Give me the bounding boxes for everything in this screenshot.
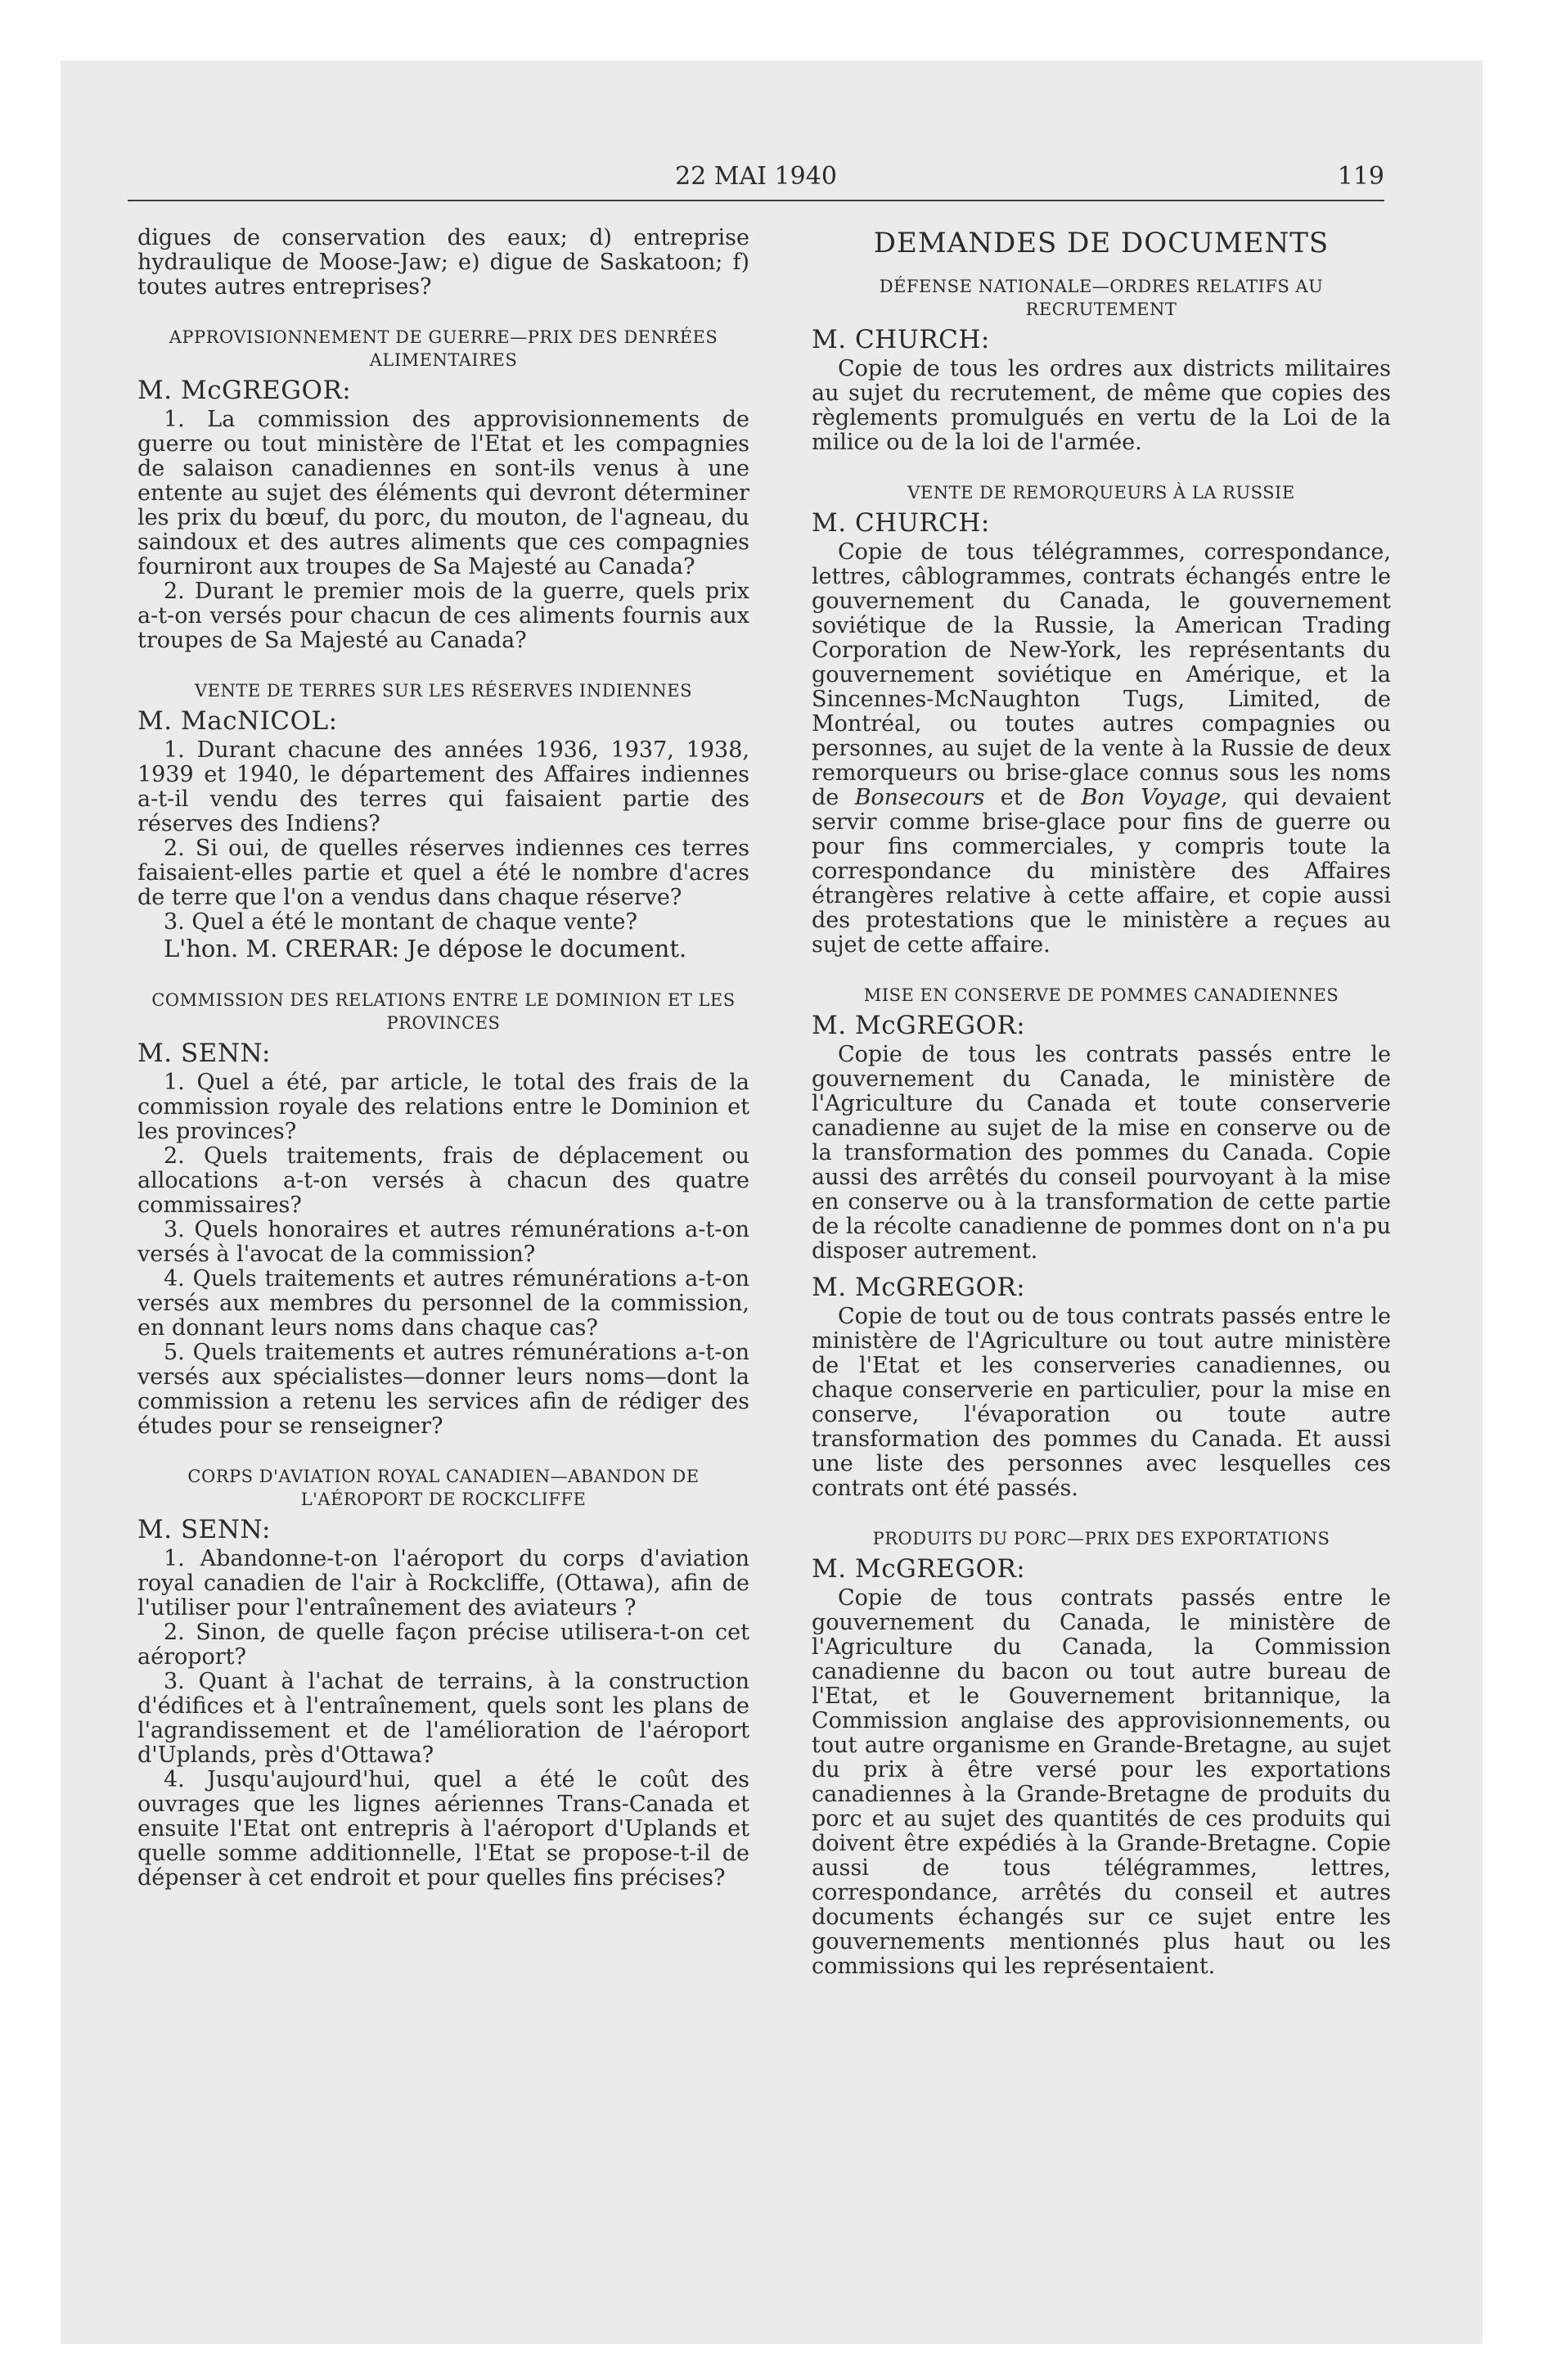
question-paragraph: 3. Quel a été le montant de chaque vente? <box>164 909 637 935</box>
motion-text: , qui devaient servir comme brise-glace pour fins de guerre ou pour fins commerciales, y compris toute la correspondance du ministère des Affaires étrangères relative à cette affaire, et copie aussi des protestations que le ministère a reçues au sujet de cette affaire. <box>812 785 1391 958</box>
question-paragraph: 2. Sinon, de quelle façon précise utilisera-t-on cet aéroport? <box>137 1620 749 1670</box>
page-number: 119 <box>1337 162 1384 191</box>
section-heading-war-supplies: APPROVISIONNEMENT DE GUERRE—PRIX DES DENRÉES ALIMENTAIRES <box>169 327 718 370</box>
section-heading-recruitment: DÉFENSE NATIONALE—ORDRES RELATIFS AU RECRUTEMENT <box>879 277 1324 319</box>
question-paragraph: 1. Durant chacune des années 1936, 1937, 1938, 1939 et 1940, le département des Affaires indiennes a-t-il vendu des terres qui faisaient partie des réserves des Indiens? <box>137 737 749 836</box>
section-title-documents: DEMANDES DE DOCUMENTS <box>873 227 1330 259</box>
speaker-name: M. SENN: <box>137 1515 271 1544</box>
motion-text: et de <box>1000 785 1066 810</box>
header-rule <box>128 200 1384 201</box>
motion-paragraph: Copie de tous contrats passés entre le gouvernement du Canada, le ministère de l'Agriculture du Canada, la Commission canadienne du bacon ou tout autre bureau de l'Etat, et le Gouvernement britannique, la Commission anglaise des approvisionnements, ou tout autre organisme en Grande-Bretagne, au sujet du prix à être versé pour les exportations canadiennes à la Grande-Bretagne de produits du porc et au sujet des quantités de ces produits qui doivent être expédiés à la Grande-Bretagne. Copie aussi de tous télégrammes, lettres, correspondance, arrêtés du conseil et autres documents échangés sur ce sujet entre les gouvernements mentionnés plus haut ou les commissions qui les représentaient. <box>812 1585 1391 1979</box>
question-paragraph: 2. Si oui, de quelles réserves indiennes ces terres faisaient-elles partie et quel a été le nombre d'acres de terre que l'on a vendus dans chaque réserve? <box>137 836 749 910</box>
speaker-name: M. CHURCH: <box>812 508 990 538</box>
continued-question: digues de conservation des eaux; d) entreprise hydraulique de Moose-Jaw; e) digue de Saskatoon; f) toutes autres entreprises? <box>137 225 749 300</box>
question-paragraph: 4. Jusqu'aujourd'hui, quel a été le coût des ouvrages que les lignes aériennes Trans-Canada et ensuite l'Etat ont entrepris à l'aéroport d'Uplands et quelle somme additionnelle, l'Etat se propose-t-il de dépenser à cet endroit et pour quelles fins précises? <box>137 1767 749 1891</box>
speaker-name: M. CHURCH: <box>812 325 990 354</box>
question-paragraph: 3. Quant à l'achat de terrains, à la construction d'édifices et à l'entraînement, quels sont les plans de l'agrandissement et de l'amélioration de l'aéroport d'Uplands, près d'Ottawa? <box>137 1669 749 1768</box>
question-paragraph: 2. Durant le premier mois de la guerre, quels prix a-t-on versés pour chacun de ces aliments fournis aux troupes de Sa Majesté au Canada? <box>137 579 749 653</box>
speaker-name: M. SENN: <box>137 1039 271 1068</box>
running-header <box>128 162 1384 195</box>
right-column <box>812 226 1391 1979</box>
question-paragraph: 4. Quels traitements et autres rémunérations a-t-on versés aux membres du personnel de la commission, en donnant leurs noms dans chaque cas? <box>137 1266 749 1341</box>
section-heading-tugs-russia: VENTE DE REMORQUEURS À LA RUSSIE <box>907 483 1295 503</box>
motion-paragraph <box>812 540 1391 958</box>
section-heading-apples: MISE EN CONSERVE DE POMMES CANADIENNES <box>863 985 1339 1005</box>
section-heading-dominion-provinces: COMMISSION DES RELATIONS ENTRE LE DOMINION ET LES PROVINCES <box>151 990 736 1033</box>
left-column <box>137 226 749 1891</box>
question-paragraph: 3. Quels honoraires et autres rémunérations a-t-on versés à l'avocat de la commission? <box>137 1217 749 1267</box>
question-paragraph: 1. Abandonne-t-on l'aéroport du corps d'aviation royal canadien de l'air à Rockcliffe, (Ottawa), afin de l'utiliser pour l'entraînement des aviateurs ? <box>137 1546 749 1620</box>
section-heading-indian-reserves: VENTE DE TERRES SUR LES RÉSERVES INDIENNES <box>194 681 693 701</box>
question-paragraph: 5. Quels traitements et autres rémunérations a-t-on versés aux spécialistes—donner leurs noms—dont la commission a retenu les services afin de rédiger des études pour se renseigner? <box>137 1340 749 1439</box>
question-paragraph: 1. Quel a été, par article, le total des frais de la commission royale des relations entre le Dominion et les provinces? <box>137 1070 749 1144</box>
speaker-name: M. McGREGOR: <box>812 1011 1026 1040</box>
header-date: 22 MAI 1940 <box>675 162 837 191</box>
motion-text: Copie de tous télégrammes, correspondance, lettres, câblogrammes, contrats échangés entre le gouvernement du Canada, le gouvernement soviétique de la Russie, la American Trading Corporation de New-York, les représentants du gouvernement soviétique en Amérique, et la Sincennes-McNaughton Tugs, Limited, de Montréal, ou toutes autres compagnies ou personnes, au sujet de la vente à la Russie de deux remorqueurs ou brise-glace connus sous les noms de <box>812 539 1391 810</box>
motion-paragraph: Copie de tous les ordres aux districts militaires au sujet du recrutement, de même que copies des règlements promulgués en vertu de la Loi de la milice ou de la loi de l'armée. <box>812 356 1391 455</box>
ship-name: Bonsecours <box>854 785 985 810</box>
section-heading-rockcliffe-airport: CORPS D'AVIATION ROYAL CANADIEN—ABANDON DE L'AÉROPORT DE ROCKCLIFFE <box>187 1467 700 1509</box>
reply-paragraph: L'hon. M. CRERAR: Je dépose le document. <box>164 935 687 962</box>
speaker-name: M. McGREGOR: <box>812 1554 1026 1584</box>
speaker-name: M. McGREGOR: <box>137 376 352 405</box>
motion-paragraph: Copie de tous les contrats passés entre le gouvernement du Canada, le ministère de l'Agriculture du Canada et toute conserverie canadienne au sujet de la mise en conserve ou de la transformation des pommes du Canada. Copie aussi des arrêtés du conseil pourvoyant à la mise en conserve ou à la transformation de cette partie de la récolte canadienne de pommes dont on n'a pu disposer autrement. <box>812 1042 1391 1264</box>
motion-paragraph: Copie de tout ou de tous contrats passés entre le ministère de l'Agriculture ou tout autre ministère de l'Etat et les conserveries canadiennes, ou chaque conserverie en particulier, pour la mise en conserve, l'évaporation ou toute autre transformation des pommes du Canada. Et aussi une liste des personnes avec lesquelles ces contrats ont été passés. <box>812 1304 1391 1501</box>
question-paragraph: 1. La commission des approvisionnements de guerre ou tout ministère de l'Etat et les compagnies de salaison canadiennes en sont-ils venus à une entente au sujet des éléments qui devront déterminer les prix du bœuf, du porc, du mouton, de l'agneau, du saindoux et des autres aliments que ces compagnies fourniront aux troupes de Sa Majesté au Canada? <box>137 407 749 579</box>
speaker-name: M. McGREGOR: <box>812 1273 1026 1302</box>
section-heading-pork-exports: PRODUITS DU PORC—PRIX DES EXPORTATIONS <box>872 1529 1330 1548</box>
ship-name: Bon Voyage <box>1081 785 1222 810</box>
question-paragraph: 2. Quels traitements, frais de déplacement ou allocations a-t-on versés à chacun des quatre commissaires? <box>137 1143 749 1218</box>
speaker-name: M. MacNICOL: <box>137 706 338 736</box>
